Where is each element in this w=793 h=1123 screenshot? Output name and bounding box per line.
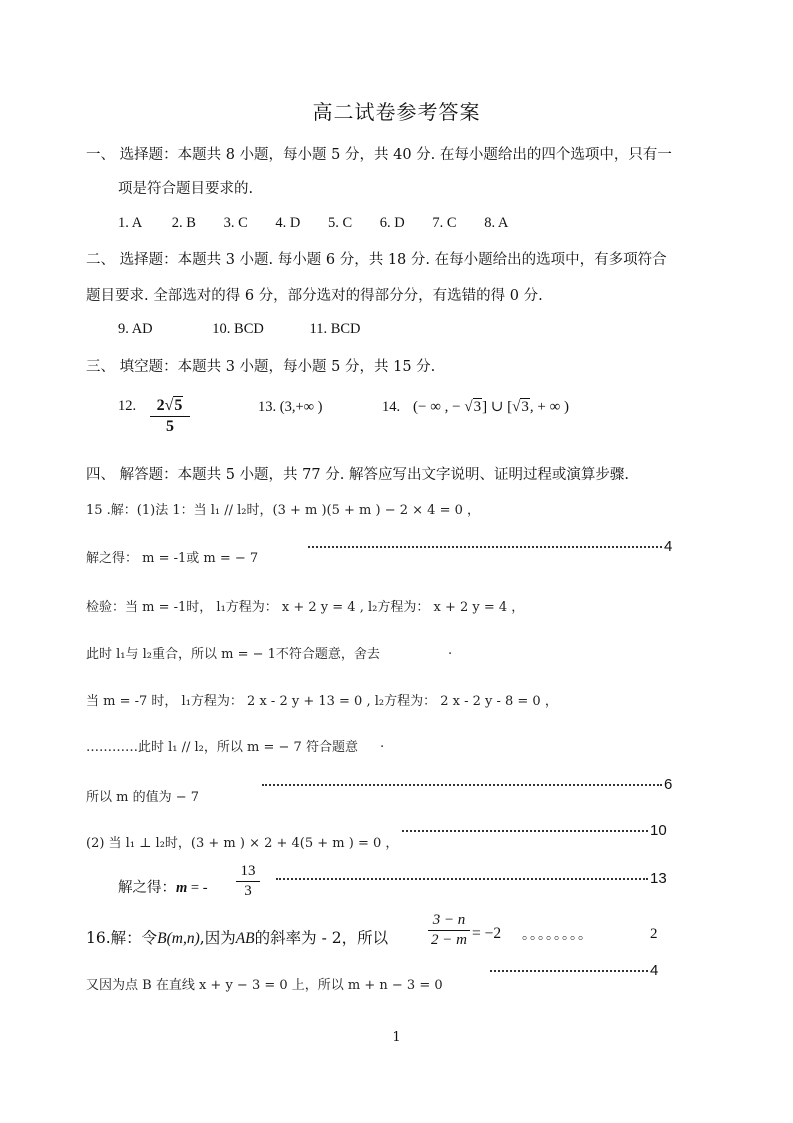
q15-line8: (2) 当 l₁ ⊥ l₂时，(3 + m ) × 2 + 4(5 + m ) = 0 ， <box>86 836 399 851</box>
section2-heading: 二、 选择题：本题共 3 小题. 每小题 6 分，共 18 分. 在每小题给出的选项中，有多项符合 <box>86 252 667 268</box>
q14-label: 14. <box>382 399 401 415</box>
section4-heading: 四、 解答题：本题共 5 小题，共 77 分. 解答应写出文字说明、证明过程或演算步骤. <box>86 467 630 483</box>
q15-score-13: 13 <box>650 870 667 887</box>
q15-leader-2 <box>308 546 662 548</box>
q15-line9-numerator: 13 <box>240 863 256 879</box>
q15-line6-dot: . <box>380 736 385 751</box>
q16-circle-leader: 。。。。。。。。 <box>522 927 593 943</box>
answer-8: 8. A <box>484 215 509 231</box>
q16-fraction <box>428 912 470 948</box>
q15-line4-dot: . <box>448 643 453 658</box>
q15-line9-var: m <box>176 880 188 896</box>
answer-1: 1. A <box>118 215 143 231</box>
q15-line2: 解之得： m = -1或 m = − 7 <box>86 551 259 566</box>
q16-line1 <box>86 926 388 948</box>
answer-11: 11. BCD <box>309 321 361 337</box>
answer-6: 6. D <box>379 215 405 231</box>
q15-line9-fraction <box>236 863 260 899</box>
q16-rhs: = −2 <box>472 925 502 942</box>
answer-10: 10. BCD <box>212 321 264 337</box>
page-title: 高二试卷参考答案 <box>312 100 481 124</box>
page-number: 1 <box>392 1030 401 1045</box>
q15-line9-eq: = - <box>187 880 208 896</box>
q12-denominator: 5 <box>166 417 174 435</box>
q15-line3: 检验：当 m = -1时， l₁方程为： x + 2 y = 4 , l₂方程为： x + 2 y = 4 ， <box>86 600 525 615</box>
q14-part2: ] ∪ [ <box>482 399 513 415</box>
q16-ab: AB <box>235 930 255 947</box>
section1-heading: 一、 选择题：本题共 8 小题，每小题 5 分，共 40 分. 在每小题给出的四个选项中，只有一 <box>86 147 672 163</box>
q15-line7: 所以 m 的值为 − 7 <box>86 790 200 805</box>
q15-line4: 此时 l₁与 l₂重合，所以 m = − 1不符合题意，舍去 <box>86 647 380 662</box>
q15-line6-dots: ………… <box>86 740 138 755</box>
q16-line2: 又因为点 B 在直线 x + y − 3 = 0 上，所以 m + n − 3 = 0 <box>86 978 443 993</box>
q14-radicand2: 3 <box>521 399 529 415</box>
q15-score-6: 6 <box>664 776 673 793</box>
q15-leader-9 <box>276 878 648 880</box>
q12-label: 12. <box>118 398 137 414</box>
q14-part1: (− ∞ , − <box>413 399 465 415</box>
q16-numerator: 3 − n <box>432 912 466 928</box>
q16-pre: 16.解：令 <box>86 929 158 947</box>
q15-line1: 15 .解：(1)法 1：当 l₁ // l₂时，(3 + m )(5 + m ) − 2 × 4 = 0 ， <box>86 503 480 518</box>
answer-7: 7. C <box>432 215 457 231</box>
section2-heading-cont: 题目要求. 全部选对的得 6 分，部分选对的得部分分，有选错的得 0 分. <box>86 288 543 304</box>
answer-3: 3. C <box>223 215 248 231</box>
q16-denominator: 2 − m <box>431 931 467 948</box>
section2-answers <box>118 321 361 338</box>
section1-heading-cont: 项是符合题目要求的. <box>118 181 254 197</box>
q15-line6 <box>86 736 358 755</box>
q16-point: B(m,n) <box>157 930 200 947</box>
answer-5: 5. C <box>328 215 353 231</box>
q14-radicand1: 3 <box>473 399 482 415</box>
q12-numerator-radicand: 5 <box>174 397 183 414</box>
answer-9: 9. AD <box>118 321 153 337</box>
q16-mid: ,因为 <box>199 929 236 947</box>
q14-answer: (− ∞ , − √3] ∪ [√3, + ∞ ) <box>413 399 570 415</box>
answer-4: 4. D <box>275 215 301 231</box>
q12-numerator-coef: 2 <box>156 397 165 414</box>
q16-score-4: 4 <box>650 962 659 979</box>
q16-mid2: 的斜率为 - 2，所以 <box>254 929 389 947</box>
q15-line9-denominator: 3 <box>244 882 252 899</box>
q16-leader-2 <box>490 970 648 972</box>
q13-answer: 13. (3,+∞ ) <box>258 399 323 415</box>
q15-line5: 当 m = -7 时， l₁方程为： 2 x - 2 y + 13 = 0 , l₂方程为： 2 x - 2 y - 8 = 0 ， <box>86 694 558 709</box>
q15-score-10: 10 <box>650 822 667 839</box>
q15-score-4: 4 <box>664 538 673 555</box>
q12-fraction: 2√5 5 <box>150 396 190 435</box>
q15-leader-7 <box>262 784 662 786</box>
section3-heading: 三、 填空题：本题共 3 小题，每小题 5 分，共 15 分. <box>86 359 436 375</box>
q16-score-2: 2 <box>650 926 658 942</box>
section1-answers <box>118 215 508 232</box>
q15-line6-text: 此时 l₁ // l₂，所以 m = − 7 符合题意 <box>138 740 358 755</box>
q15-leader-8 <box>402 830 648 832</box>
q15-line9 <box>118 876 208 897</box>
answer-2: 2. B <box>171 215 196 231</box>
q14-part3: , + ∞ ) <box>529 399 570 415</box>
q15-line9-pre: 解之得： <box>118 880 176 896</box>
